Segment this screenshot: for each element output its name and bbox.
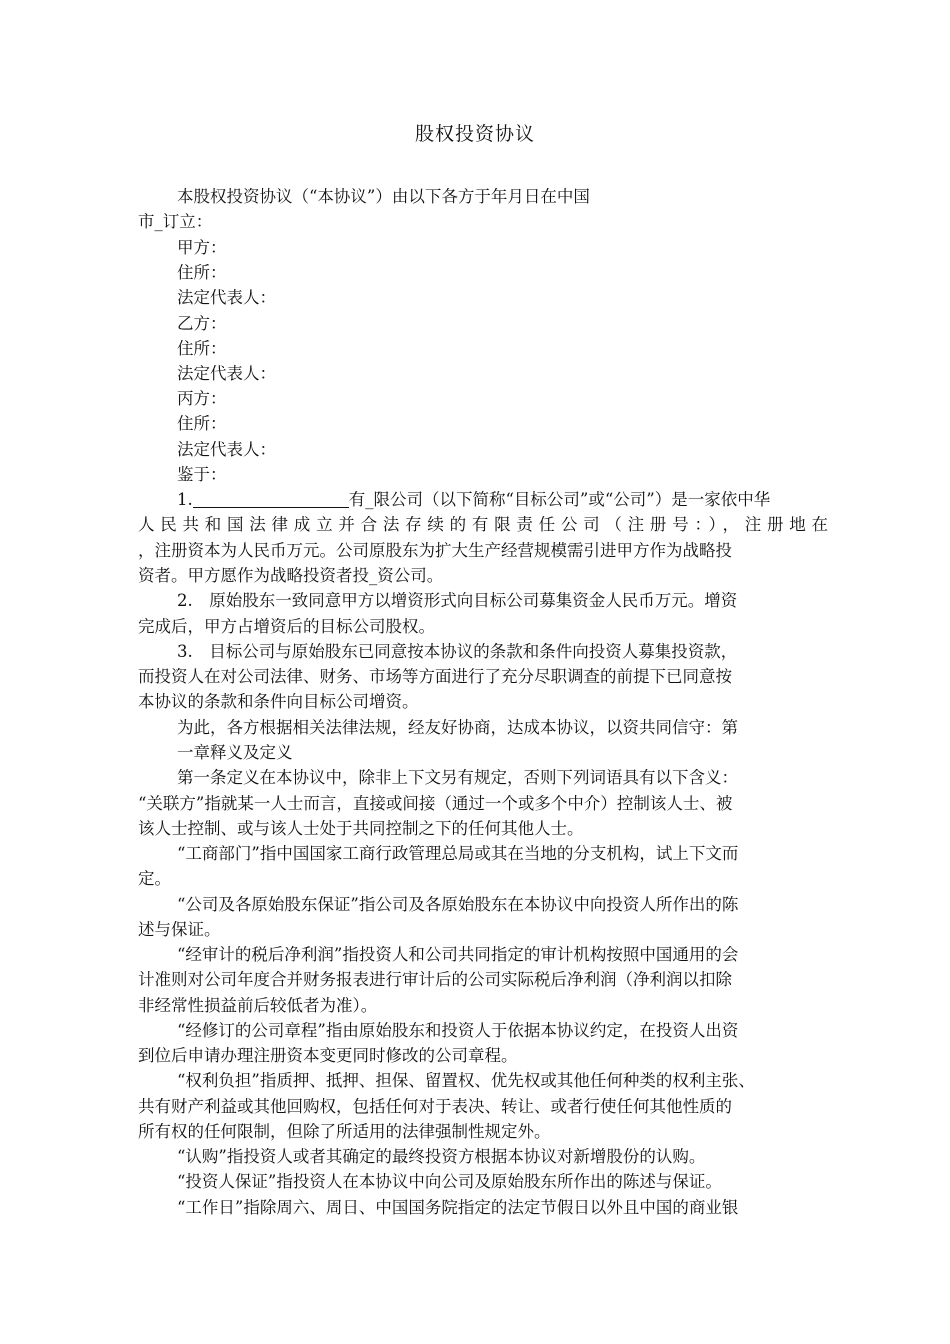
paragraph-line: 本股权投资协议（“本协议”）由以下各方于年月日在中国 — [177, 187, 590, 206]
paragraph-line: 所有权的任何限制，但除了所适用的法律强制性规定外。 — [138, 1122, 551, 1141]
paragraph-line: “经修订的公司章程”指由原始股东和投资人于依据本协议约定，在投资人出资 — [177, 1021, 739, 1040]
clause-text: 有_限公司（以下简称“目标公司”或“公司”）是一家依中华 — [348, 490, 771, 509]
paragraph-line: 计准则对公司年度合并财务报表进行审计后的公司实际税后净利润（净利润以扣除 — [138, 970, 732, 989]
paragraph-line: 到位后申请办理注册资本变更同时修改的公司章程。 — [138, 1046, 518, 1065]
paragraph-line: 人民共和国法律成立并合法存续的有限责任公司（注册号：），注册地在 — [138, 515, 828, 534]
paragraph-line: 述与保证。 — [138, 920, 221, 939]
clause-number: 1. — [177, 490, 193, 509]
paragraph-line: 乙方： — [177, 314, 227, 333]
paragraph-line: 鉴于： — [177, 465, 227, 484]
paragraph-line: 第一条定义在本协议中，除非上下文另有规定，否则下列词语具有以下含义： — [177, 768, 738, 787]
paragraph-line: 甲方： — [177, 238, 227, 257]
paragraph-line: 本协议的条款和条件向目标公司增资。 — [138, 692, 419, 711]
paragraph-line: “经审计的税后净利润”指投资人和公司共同指定的审计机构按照中国通用的会 — [177, 945, 739, 964]
paragraph-line: 3. 目标公司与原始股东已同意按本协议的条款和条件向投资人募集投资款， — [177, 642, 738, 661]
paragraph-line: 资者。甲方愿作为战略投资者投_资公司。 — [138, 566, 444, 585]
paragraph-line: “工商部门”指中国国家工商行政管理总局或其在当地的分支机构，试上下文而 — [177, 844, 739, 863]
paragraph-line: “认购”指投资人或者其确定的最终投资方根据本协议对新增股份的认购。 — [177, 1147, 706, 1166]
clause-1-first-line — [177, 487, 770, 512]
paragraph-line: 法定代表人： — [177, 364, 276, 383]
paragraph-line: 法定代表人： — [177, 288, 276, 307]
paragraph-line: ，注册资本为人民币万元。公司原股东为扩大生产经营规模需引进甲方作为战略投 — [138, 541, 732, 560]
paragraph-line: 住所： — [177, 339, 227, 358]
paragraph-line: 非经常性损益前后较低者为准）。 — [138, 996, 378, 1015]
paragraph-line: 而投资人在对公司法律、财务、市场等方面进行了充分尽职调查的前提下已同意按 — [138, 667, 732, 686]
paragraph-line: 为此，各方根据相关法律法规，经友好协商，达成本协议，以资共同信守：第 — [177, 718, 738, 737]
paragraph-line: “工作日”指除周六、周日、中国国务院指定的法定节假日以外且中国的商业银 — [177, 1198, 739, 1217]
paragraph-line: 定。 — [138, 869, 171, 888]
blank-underline — [193, 489, 349, 508]
paragraph-line: 共有财产利益或其他回购权，包括任何对于表决、转让、或者行使任何其他性质的 — [138, 1097, 732, 1116]
paragraph-line: “公司及各原始股东保证”指公司及各原始股东在本协议中向投资人所作出的陈 — [177, 895, 739, 914]
paragraph-line: 完成后，甲方占增资后的目标公司股权。 — [138, 617, 435, 636]
chapter-heading: 一章释义及定义 — [177, 743, 293, 762]
paragraph-line: 住所： — [177, 263, 227, 282]
paragraph-line: 法定代表人： — [177, 440, 276, 459]
paragraph-line: “权利负担”指质押、抵押、担保、留置权、优先权或其他任何种类的权利主张、 — [177, 1071, 755, 1090]
paragraph-line: 住所： — [177, 414, 227, 433]
paragraph-line: 丙方： — [177, 389, 227, 408]
paragraph-line: 该人士控制、或与该人士处于共同控制之下的任何其他人士。 — [138, 819, 584, 838]
paragraph-line: “投资人保证”指投资人在本协议中向公司及原始股东所作出的陈述与保证。 — [177, 1172, 722, 1191]
paragraph-line: 2. 原始股东一致同意甲方以增资形式向目标公司募集资金人民币万元。增资 — [177, 591, 738, 610]
paragraph-line: “关联方”指就某一人士而言，直接或间接（通过一个或多个中介）控制该人士、被 — [138, 794, 733, 813]
document-title: 股权投资协议 — [414, 123, 535, 145]
paragraph-line: 市_订立： — [138, 212, 213, 231]
